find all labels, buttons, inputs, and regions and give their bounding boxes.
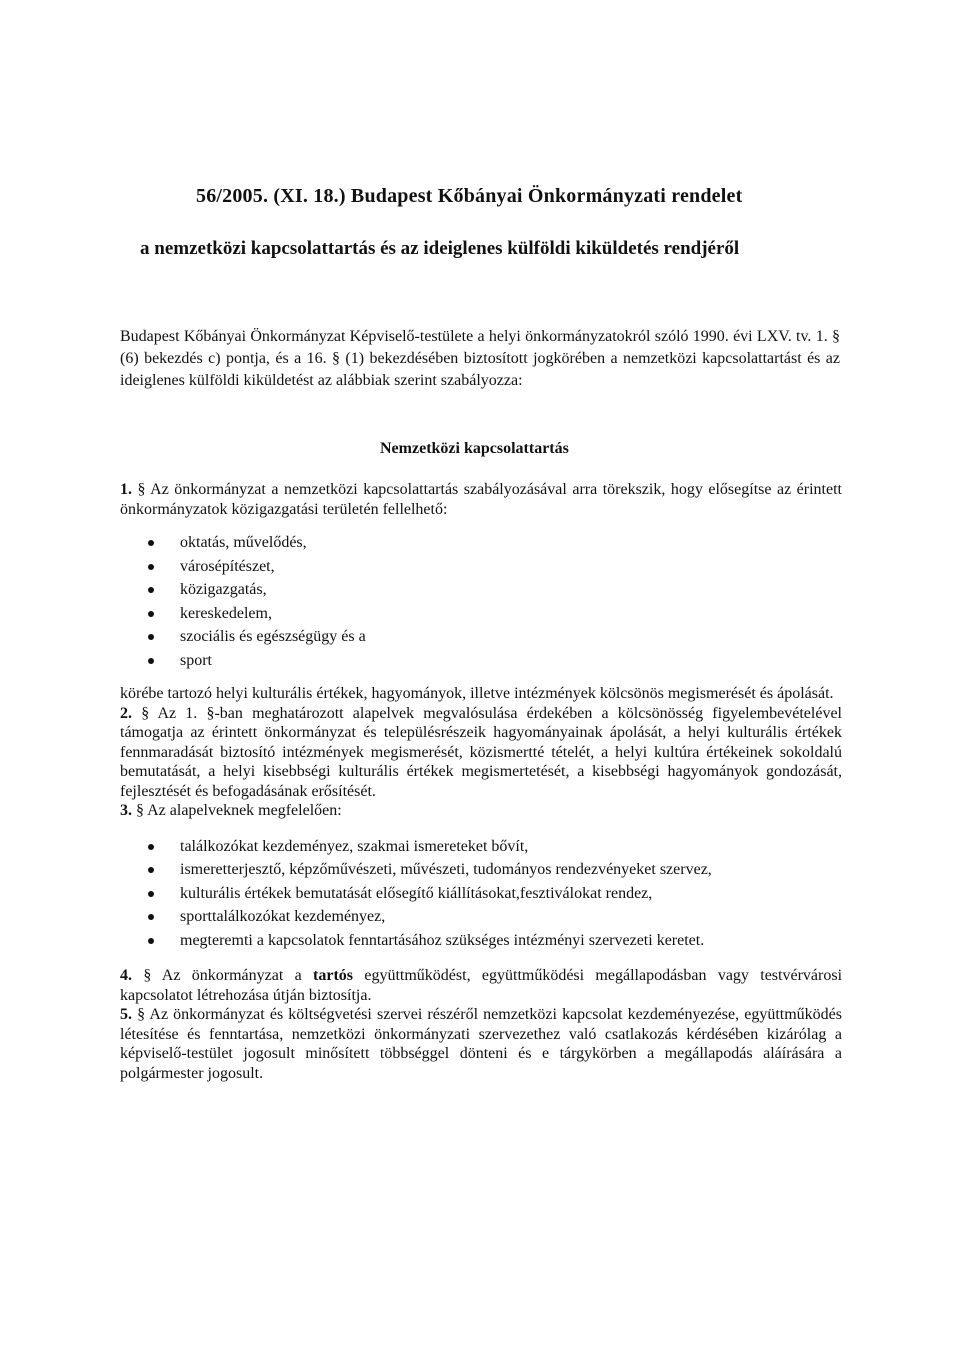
paragraph-2-number: 2. bbox=[120, 704, 132, 722]
list-item: ismeretterjesztő, képzőművészeti, művészeti, tudományos rendezvényeket szervez, bbox=[144, 858, 842, 882]
paragraph-2-text: § Az 1. §-ban meghatározott alapelvek megvalósulása érdekében a kölcsönösség figyelembevételével támogatja az érintett önkormányzat és településrészeik hagyományainak ápolását, a helyi kulturális értékek fennmaradását biztosító intézmények megismerését, közismertté tételét, a helyi kultúra értékeinek sokoldalú bemutatását, a helyi kisebbségi kulturális értékek megismertetését, a kisebbségi hagyományok gondozását, fejlesztését és befogadásának erősítését. bbox=[120, 704, 843, 800]
list-item: sport bbox=[144, 649, 842, 673]
preamble: Budapest Kőbányai Önkormányzat Képviselő-testülete a helyi önkormányzatokról szóló 1990. évi LXV. tv. 1. § (6) bekezdés c) pontja, és a 16. § (1) bekezdésében biztosított jogkörében a nemzetközi kapcsolattartást és az ideiglenes külföldi kiküldetést az alábbiak szerint szabályozza: bbox=[120, 328, 840, 389]
paragraph-4-after: együttműködést, együttműködési megállapodásban vagy testvérvárosi kapcsolatot létrehozása útján biztosítja. bbox=[120, 967, 843, 1004]
paragraph-4-number: 4. bbox=[120, 967, 132, 984]
list-item: kereskedelem, bbox=[144, 602, 842, 626]
paragraph-3-intro: § Az alapelveknek megfelelően: bbox=[136, 802, 342, 819]
paragraph-1-outro: körébe tartozó helyi kulturális értékek, hagyományok, illetve intézmények kölcsönös megismerését és ápolását. bbox=[120, 685, 834, 702]
paragraph-5 bbox=[120, 1005, 842, 1083]
list-item: közigazgatás, bbox=[144, 578, 842, 602]
paragraph-3-list bbox=[120, 835, 842, 953]
paragraph-4-bold: tartós bbox=[313, 967, 354, 984]
list-item: kulturális értékek bemutatását elősegítő kiállításokat,fesztiválokat rendez, bbox=[144, 882, 842, 906]
list-item: városépítészet, bbox=[144, 555, 842, 579]
list-item: találkozókat kezdeményez, szakmai ismereteket bővít, bbox=[144, 835, 842, 859]
list-item: oktatás, művelődés, bbox=[144, 531, 842, 555]
paragraph-3 bbox=[120, 801, 842, 821]
paragraph-1 bbox=[120, 480, 842, 519]
document-title: 56/2005. (XI. 18.) Budapest Kőbányai Önkormányzati rendelet bbox=[196, 185, 743, 207]
paragraph-1-intro: § Az önkormányzat a nemzetközi kapcsolattartás szabályozásával arra törekszik, hogy elősegítse az érintett önkormányzatok közigazgatási területén fellelhető: bbox=[120, 481, 842, 518]
paragraph-5-number: 5. bbox=[120, 1006, 132, 1023]
paragraph-1-list bbox=[120, 531, 842, 672]
section-heading: Nemzetközi kapcsolattartás bbox=[380, 440, 569, 457]
paragraph-2 bbox=[120, 704, 842, 802]
list-item: szociális és egészségügy és a bbox=[144, 625, 842, 649]
paragraph-5-text: § Az önkormányzat és költségvetési szervei részéről nemzetközi kapcsolat kezdeményezése, együttműködés létesítése és fenntartása, nemzetközi önkormányzati szervezethez való csatlakozás kérdésében kizárólag a képviselő-testület jogosult minősített többséggel dönteni és e tárgykörben a megállapodás aláírására a polgármester jogosult. bbox=[120, 1006, 843, 1082]
list-item: megteremti a kapcsolatok fenntartásához szükséges intézményi szervezeti keretet. bbox=[144, 929, 842, 953]
document-body bbox=[120, 480, 842, 1083]
document-subtitle: a nemzetközi kapcsolattartás és az ideiglenes külföldi kiküldetés rendjéről bbox=[140, 238, 740, 259]
paragraph-4 bbox=[120, 966, 842, 1005]
list-item: sporttalálkozókat kezdeményez, bbox=[144, 905, 842, 929]
paragraph-4-before: § Az önkormányzat a bbox=[143, 967, 314, 984]
paragraph-1-number: 1. bbox=[120, 481, 132, 498]
paragraph-3-number: 3. bbox=[120, 802, 132, 819]
